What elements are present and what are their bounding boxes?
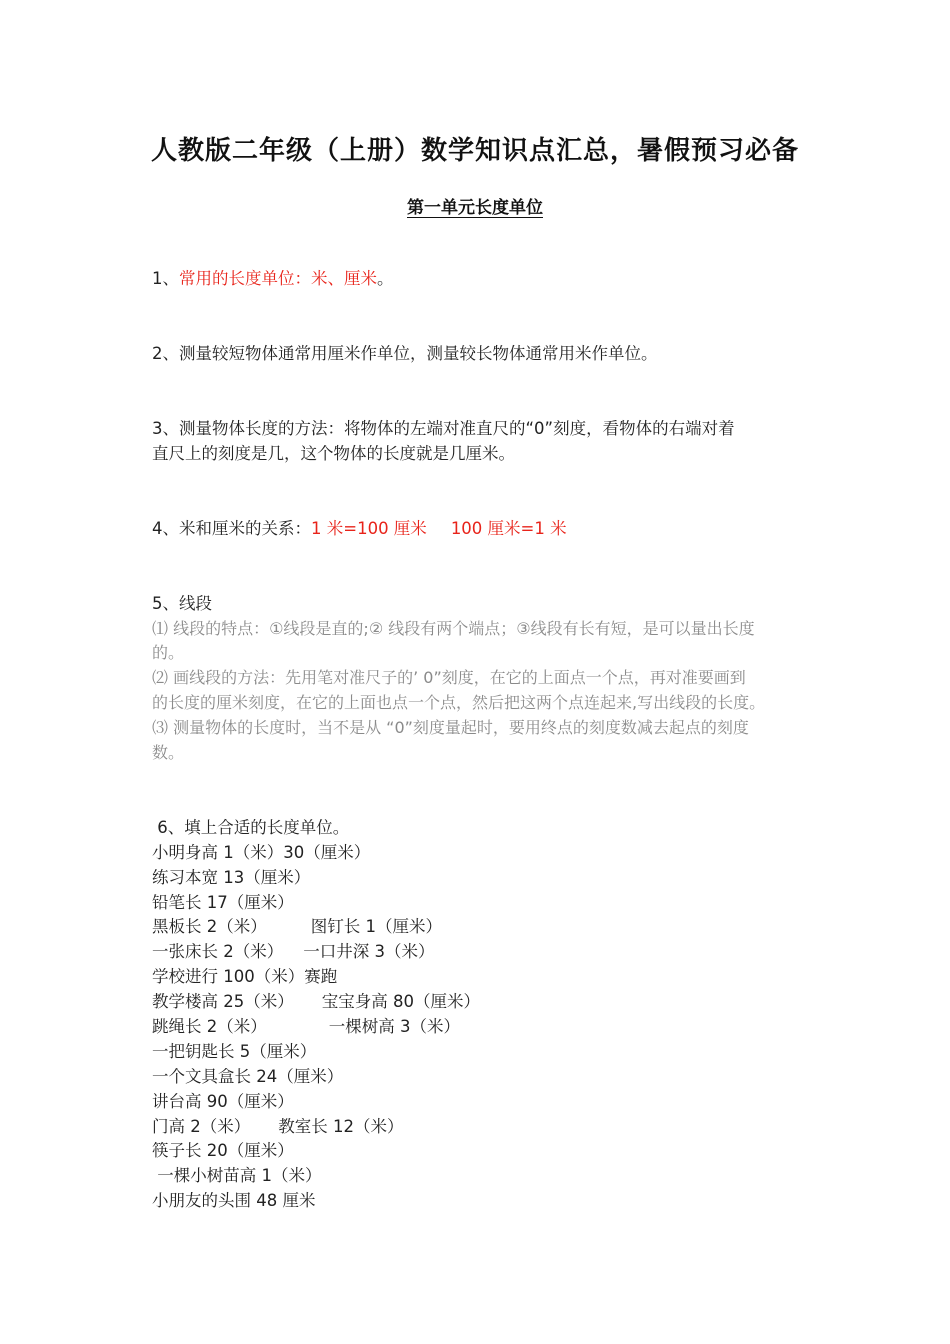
point-4-relation-1: 1 米=100 厘米 xyxy=(311,519,427,538)
fill-item-5b: 一口井深 3（米） xyxy=(303,942,435,961)
point-1-prefix: 1、 xyxy=(152,269,179,288)
point-2: 2、测量较短物体通常用厘米作单位，测量较长物体通常用米作单位。 xyxy=(152,344,658,363)
fill-item-7b: 宝宝身高 80（厘米） xyxy=(321,992,480,1011)
point-3-line-1: 3、测量物体长度的方法：将物体的左端对准直尺的“0”刻度，看物体的右端对着 xyxy=(152,419,735,438)
fill-item-8a: 跳绳长 2（米） xyxy=(152,1017,267,1036)
point-3-line-2: 直尺上的刻度是几，这个物体的长度就是几厘米。 xyxy=(152,444,515,463)
fill-item-6: 学校进行 100（米）赛跑 xyxy=(152,967,338,986)
point-5-sub-3-line-1: ⑶ 测量物体的长度时，当不是从 “0”刻度量起时，要用终点的刻度数减去起点的刻度 xyxy=(152,718,749,737)
fill-item-11: 讲台高 90（厘米） xyxy=(152,1092,294,1111)
fill-item-4b: 图钉长 1（厘米） xyxy=(310,917,442,936)
fill-item-4a: 黑板长 2（米） xyxy=(152,917,267,936)
fill-item-8 xyxy=(152,1014,812,1039)
point-5-sub-1-line-2: 的。 xyxy=(152,643,185,662)
point-1-suffix: 。 xyxy=(377,269,394,288)
point-5-heading: 5、线段 xyxy=(152,594,212,613)
fill-item-3: 铅笔长 17（厘米） xyxy=(152,893,294,912)
fill-item-10: 一个文具盒长 24（厘米） xyxy=(152,1067,344,1086)
point-5-sub-2-line-1: ⑵ 画线段的方法：先用笔对准尺子的’ 0”刻度，在它的上面点一个点，再对准要画到 xyxy=(152,668,746,687)
point-4 xyxy=(152,516,812,541)
fill-item-2: 练习本宽 13（厘米） xyxy=(152,868,311,887)
point-6-heading: 6、填上合适的长度单位。 xyxy=(152,818,350,837)
point-5-sub-3-line-2: 数。 xyxy=(152,743,185,762)
fill-item-4 xyxy=(152,914,812,939)
point-4-relation-2: 100 厘米=1 米 xyxy=(450,519,567,538)
document-title: 人教版二年级（上册）数学知识点汇总，暑假预习必备 xyxy=(150,136,799,166)
point-1 xyxy=(152,266,812,291)
point-4-prefix: 4、米和厘米的关系： xyxy=(152,519,311,538)
fill-item-7a: 教学楼高 25（米） xyxy=(152,992,294,1011)
fill-item-5 xyxy=(152,939,812,964)
fill-item-14: 一棵小树苗高 1（米） xyxy=(152,1166,322,1185)
fill-item-1: 小明身高 1（米）30（厘米） xyxy=(152,843,371,862)
fill-item-15: 小朋友的头围 48 厘米 xyxy=(152,1191,316,1210)
fill-item-13: 筷子长 20（厘米） xyxy=(152,1141,294,1160)
point-5-sub-1-line-1: ⑴ 线段的特点：①线段是直的;② 线段有两个端点；③线段有长有短，是可以量出长度 xyxy=(152,619,755,638)
unit-title xyxy=(0,193,950,218)
fill-item-8b: 一棵树高 3（米） xyxy=(328,1017,460,1036)
point-5-sub-2-line-2: 的长度的厘米刻度，在它的上面也点一个点，然后把这两个点连起来,写出线段的长度。 xyxy=(152,693,766,712)
fill-item-12a: 门高 2（米） xyxy=(152,1117,251,1136)
fill-item-12 xyxy=(152,1114,812,1139)
fill-item-7 xyxy=(152,989,812,1014)
unit-title-text: 第一单元长度单位 xyxy=(407,198,543,218)
fill-item-5a: 一张床长 2（米） xyxy=(152,942,284,961)
fill-item-9: 一把钥匙长 5（厘米） xyxy=(152,1042,317,1061)
fill-item-12b: 教室长 12（米） xyxy=(278,1117,404,1136)
point-1-highlight: 常用的长度单位：米、厘米 xyxy=(179,269,377,288)
